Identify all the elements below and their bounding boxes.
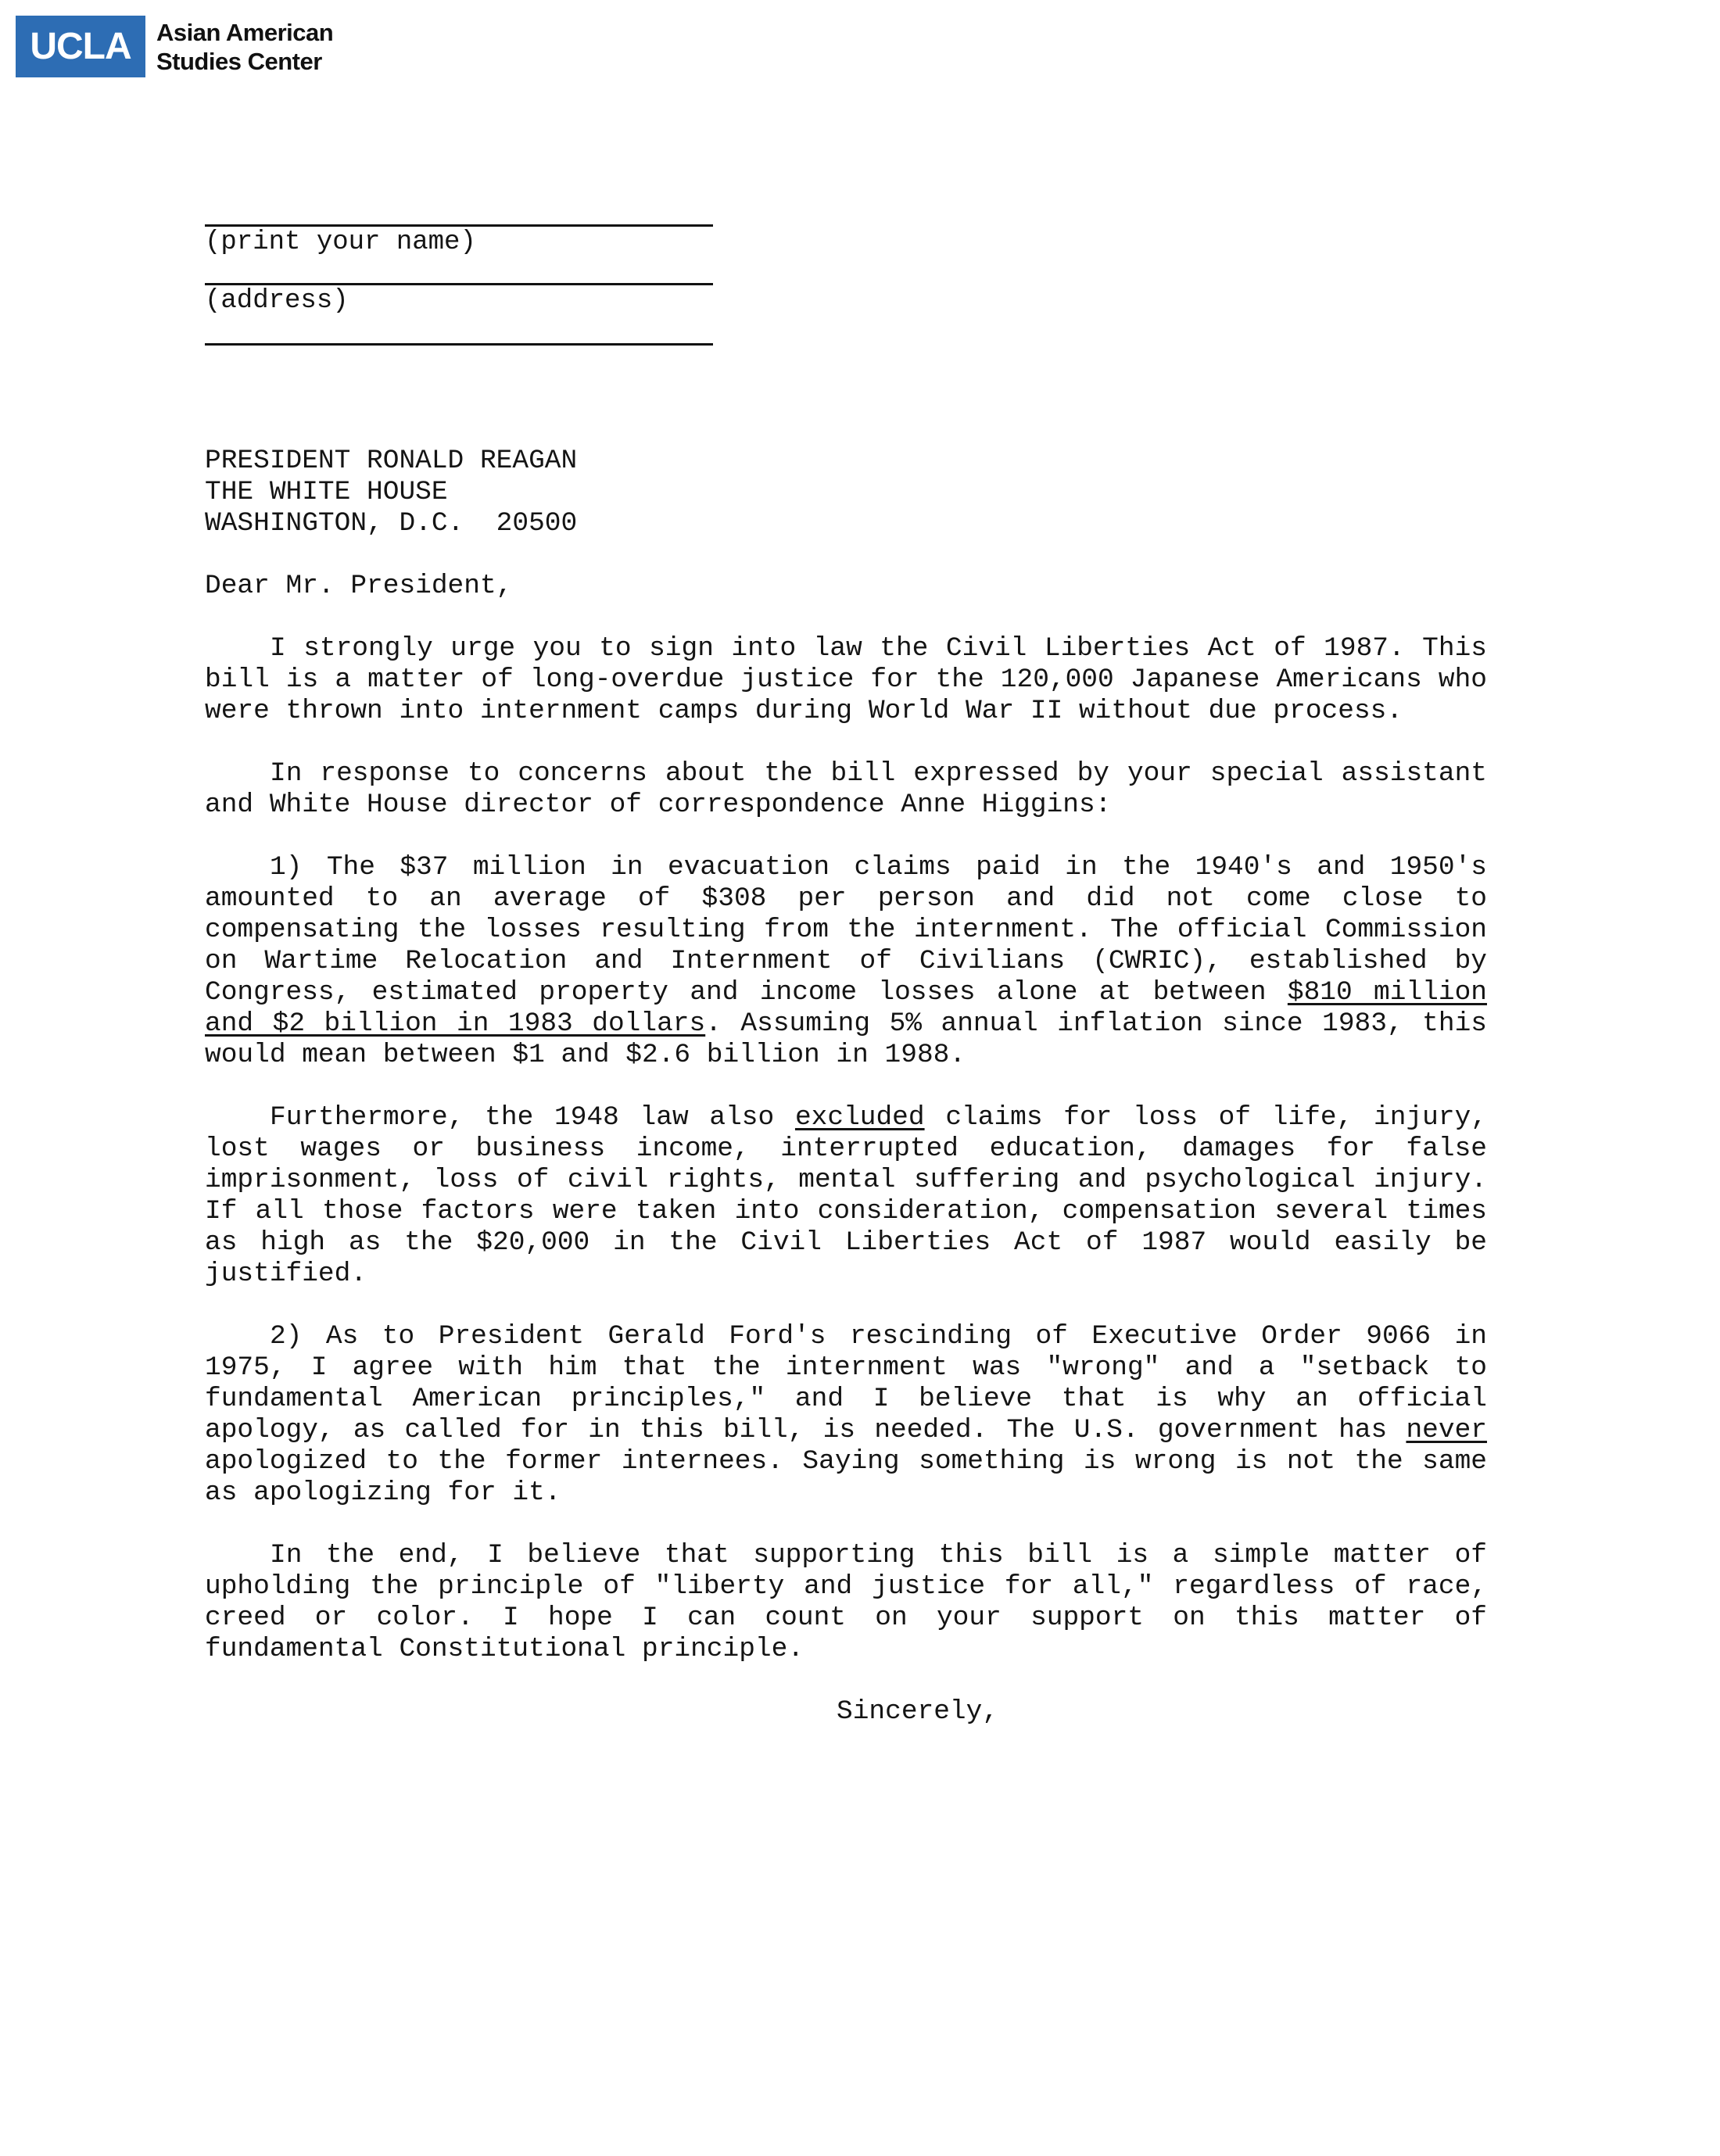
sender-form bbox=[205, 224, 713, 346]
paragraph-5 bbox=[205, 1321, 1487, 1509]
recipient-address bbox=[205, 446, 1487, 539]
paragraph-5-text-end: apologized to the former internees. Saying something is wrong is not the same as apologizing for it. bbox=[205, 1446, 1487, 1508]
print-name-label: (print your name) bbox=[205, 227, 476, 257]
center-name-line2: Studies Center bbox=[156, 47, 322, 75]
salutation: Dear Mr. President, bbox=[205, 571, 513, 601]
paragraph-1 bbox=[205, 633, 1487, 727]
closing: Sincerely, bbox=[837, 1696, 999, 1727]
paragraph-5-text: 2) As to President Gerald Ford's rescinding of Executive Order 9066 in 1975, I agree with him that the internment was "wrong" and a "setback to fundamental American principles," and I believe that is why an official apology, as called for in this bill, is needed. The U.S. government has bbox=[205, 1321, 1487, 1445]
paragraph-3 bbox=[205, 852, 1487, 1071]
paragraph-2 bbox=[205, 758, 1487, 821]
paragraph-6 bbox=[205, 1540, 1487, 1665]
recipient-line-1: PRESIDENT RONALD REAGAN bbox=[205, 446, 578, 476]
paragraph-2-text: In response to concerns about the bill expressed by your special assistant and White House director of correspondence Anne Higgins: bbox=[205, 758, 1487, 820]
paragraph-1-text: I strongly urge you to sign into law the Civil Liberties Act of 1987. This bill is a matter of long-overdue justice for the 120,000 Japanese Americans who were thrown into internment camps during World War II without due process. bbox=[205, 633, 1487, 726]
paragraph-4-underlined: excluded bbox=[794, 1102, 925, 1133]
letterhead bbox=[16, 16, 333, 77]
letter-body bbox=[205, 446, 1487, 1728]
address-line-2 bbox=[205, 343, 713, 346]
paragraph-3-underlined: $810 million and $2 billion in 1983 dollars bbox=[205, 977, 1487, 1039]
paragraph-4-text-end: claims for loss of life, injury, lost wages or business income, interrupted education, damages for false imprisonment, loss of civil rights, mental suffering and psychological injury. If all those factors were taken into consideration, compensation several times as high as the $20,000 in the Civil Liberties Act of 1987 would easily be justified. bbox=[205, 1102, 1487, 1289]
recipient-line-2: THE WHITE HOUSE bbox=[205, 477, 448, 507]
center-name bbox=[156, 18, 333, 76]
paragraph-4-text: Furthermore, the 1948 law also bbox=[270, 1102, 775, 1133]
ucla-logo: UCLA bbox=[16, 16, 145, 77]
center-name-line1: Asian American bbox=[156, 18, 334, 46]
recipient-line-3: WASHINGTON, D.C. 20500 bbox=[205, 508, 578, 539]
paragraph-3-text-end: . Assuming 5% annual inflation since 1983, this would mean between $1 and $2.6 billion in 1988. bbox=[205, 1008, 1487, 1070]
paragraph-5-underlined: never bbox=[1406, 1415, 1487, 1445]
paragraph-6-text: In the end, I believe that supporting this bill is a simple matter of upholding the principle of "liberty and justice for all," regardless of race, creed or color. I hope I can count on your support on this matter of fundamental Constitutional principle. bbox=[205, 1540, 1487, 1664]
paragraph-3-text: 1) The $37 million in evacuation claims paid in the 1940's and 1950's amounted to an average of $308 per person and did not come close to compensating the losses resulting from the internment. The official Commission on Wartime Relocation and Internment of Civilians (CWRIC), established by Congress, estimated property and income losses alone at between bbox=[205, 852, 1487, 1008]
paragraph-4 bbox=[205, 1102, 1487, 1290]
address-label: (address) bbox=[205, 286, 349, 316]
